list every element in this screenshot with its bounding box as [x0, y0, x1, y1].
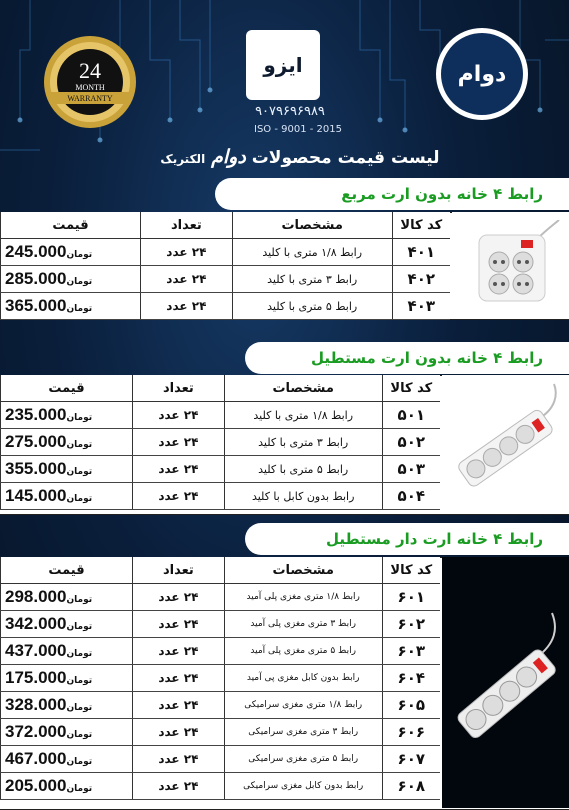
title-brand: دوام: [211, 146, 246, 168]
rectangular-power-strip-image: [446, 379, 566, 509]
price-unit: تومان: [66, 467, 93, 477]
section-title: رابط ۴ خانه ارت دار مستطیل: [245, 523, 569, 555]
product-code: ۴۰۳: [392, 293, 450, 320]
table-row: [1, 773, 441, 800]
product-price: [1, 402, 133, 429]
price-amount: 205.000: [5, 776, 67, 795]
warranty-label: WARRANTY: [67, 94, 113, 103]
warranty-month: MONTH: [75, 83, 105, 92]
product-spec: رابط بدون کابل مغزی سرامیکی: [224, 773, 382, 800]
price-unit: تومان: [66, 440, 93, 450]
price-unit: تومان: [66, 703, 93, 713]
square-power-strip-image: [461, 220, 561, 310]
product-price: [1, 692, 133, 719]
product-qty: ۲۴ عدد: [132, 719, 224, 746]
table-row: [1, 239, 451, 266]
product-qty: ۲۴ عدد: [132, 611, 224, 638]
brand-logo: [436, 28, 528, 120]
product-spec: رابط ۵ متری با کلید: [224, 456, 382, 483]
price-amount: 275.000: [5, 432, 67, 451]
table-row: [1, 638, 441, 665]
price-table: [0, 375, 440, 510]
warranty-number: 24: [79, 58, 101, 83]
product-qty: ۲۴ عدد: [132, 456, 224, 483]
product-spec: رابط ۵ متری مغزی سرامیکی: [224, 746, 382, 773]
product-spec: رابط ۱/۸ متری مغزی سرامیکی: [224, 692, 382, 719]
title-suffix: الکتریک: [160, 152, 206, 166]
price-unit: تومان: [66, 304, 93, 314]
price-unit: تومان: [66, 413, 93, 423]
product-code: ۵۰۳: [382, 456, 440, 483]
product-qty: ۲۴ عدد: [140, 293, 232, 320]
table-row: [1, 692, 441, 719]
table-row: [1, 293, 451, 320]
price-table: [0, 557, 440, 800]
column-header-price: قیمت: [1, 557, 133, 584]
product-price: [1, 483, 133, 510]
price-unit: تومان: [66, 494, 93, 504]
price-unit: تومان: [66, 676, 93, 686]
product-price: [1, 665, 133, 692]
product-qty: ۲۴ عدد: [132, 584, 224, 611]
price-amount: 372.000: [5, 722, 67, 741]
product-qty: ۲۴ عدد: [132, 638, 224, 665]
product-spec: رابط ۱/۸ متری مغزی پلی آمید: [224, 584, 382, 611]
brand-logo-text: دوام: [457, 61, 507, 87]
table-row: [1, 719, 441, 746]
price-unit: تومان: [66, 622, 93, 632]
iso-standard: ISO - 9001 - 2015: [254, 124, 342, 135]
price-amount: 342.000: [5, 614, 67, 633]
product-code: ۶۰۲: [382, 611, 440, 638]
table-row: [1, 402, 441, 429]
price-amount: 175.000: [5, 668, 67, 687]
column-header-code: کد کالا: [392, 212, 450, 239]
product-spec: رابط ۳ متری با کلید: [232, 266, 392, 293]
product-qty: ۲۴ عدد: [132, 692, 224, 719]
section-3: [0, 523, 569, 808]
product-code: ۶۰۶: [382, 719, 440, 746]
product-spec: رابط ۱/۸ متری با کلید: [232, 239, 392, 266]
product-qty: ۲۴ عدد: [132, 665, 224, 692]
price-unit: تومان: [66, 595, 93, 605]
iso-logo: [246, 30, 320, 100]
product-code: ۵۰۱: [382, 402, 440, 429]
price-amount: 285.000: [5, 269, 67, 288]
product-code: ۶۰۵: [382, 692, 440, 719]
table-row: [1, 746, 441, 773]
price-unit: تومان: [66, 277, 93, 287]
grounded-power-strip-image: [446, 603, 566, 763]
product-price: [1, 638, 133, 665]
column-header-code: کد کالا: [382, 557, 440, 584]
product-price: [1, 239, 141, 266]
product-image: [452, 212, 569, 318]
price-amount: 467.000: [5, 749, 67, 768]
product-image: [442, 375, 569, 513]
product-code: ۶۰۸: [382, 773, 440, 800]
column-header-spec: مشخصات: [232, 212, 392, 239]
price-amount: 145.000: [5, 486, 67, 505]
product-spec: رابط ۳ متری با کلید: [224, 429, 382, 456]
table-row: [1, 611, 441, 638]
product-code: ۵۰۲: [382, 429, 440, 456]
product-qty: ۲۴ عدد: [140, 239, 232, 266]
table-header-row: [1, 212, 451, 239]
header: [0, 0, 569, 180]
product-spec: رابط ۵ متری مغزی پلی آمید: [224, 638, 382, 665]
warranty-badge: [40, 32, 140, 132]
iso-logo-text: ایزو: [263, 53, 303, 77]
product-price: [1, 773, 133, 800]
product-price: [1, 293, 141, 320]
product-qty: ۲۴ عدد: [132, 402, 224, 429]
product-code: ۴۰۱: [392, 239, 450, 266]
product-code: ۴۰۲: [392, 266, 450, 293]
product-price: [1, 456, 133, 483]
product-price: [1, 746, 133, 773]
phone-number: ۹۰۷۹۶۹۶۹۸۹: [255, 104, 325, 119]
product-qty: ۲۴ عدد: [132, 483, 224, 510]
section-2: [0, 342, 569, 522]
section-title: رابط ۴ خانه بدون ارت مستطیل: [245, 342, 569, 374]
column-header-qty: تعداد: [140, 212, 232, 239]
table-row: [1, 429, 441, 456]
column-header-price: قیمت: [1, 375, 133, 402]
product-code: ۶۰۱: [382, 584, 440, 611]
table-header-row: [1, 557, 441, 584]
product-code: ۵۰۴: [382, 483, 440, 510]
table-row: [1, 665, 441, 692]
product-qty: ۲۴ عدد: [132, 773, 224, 800]
product-spec: رابط بدون کابل با کلید: [224, 483, 382, 510]
price-amount: 365.000: [5, 296, 67, 315]
table-header-row: [1, 375, 441, 402]
product-spec: رابط ۵ متری با کلید: [232, 293, 392, 320]
price-unit: تومان: [66, 649, 93, 659]
product-price: [1, 611, 133, 638]
column-header-spec: مشخصات: [224, 375, 382, 402]
table-row: [1, 584, 441, 611]
product-spec: رابط بدون کابل مغزی پی آمید: [224, 665, 382, 692]
price-unit: تومان: [66, 730, 93, 740]
product-price: [1, 719, 133, 746]
price-amount: 298.000: [5, 587, 67, 606]
price-amount: 245.000: [5, 242, 67, 261]
product-spec: رابط ۱/۸ متری با کلید: [224, 402, 382, 429]
price-unit: تومان: [66, 757, 93, 767]
price-unit: تومان: [66, 784, 93, 794]
product-spec: رابط ۳ متری مغزی سرامیکی: [224, 719, 382, 746]
product-price: [1, 429, 133, 456]
price-unit: تومان: [66, 250, 93, 260]
price-amount: 355.000: [5, 459, 67, 478]
section-1: [0, 178, 569, 338]
price-amount: 235.000: [5, 405, 67, 424]
column-header-price: قیمت: [1, 212, 141, 239]
price-amount: 328.000: [5, 695, 67, 714]
product-code: ۶۰۴: [382, 665, 440, 692]
product-code: ۶۰۷: [382, 746, 440, 773]
column-header-qty: تعداد: [132, 557, 224, 584]
column-header-spec: مشخصات: [224, 557, 382, 584]
section-title: رابط ۴ خانه بدون ارت مربع: [215, 178, 569, 210]
price-amount: 437.000: [5, 641, 67, 660]
product-spec: رابط ۳ متری مغزی پلی آمید: [224, 611, 382, 638]
page-title: [120, 146, 480, 168]
product-code: ۶۰۳: [382, 638, 440, 665]
product-price: [1, 584, 133, 611]
table-row: [1, 266, 451, 293]
brand-logo-inner: [441, 33, 523, 115]
product-price: [1, 266, 141, 293]
product-qty: ۲۴ عدد: [140, 266, 232, 293]
product-image: [442, 557, 569, 808]
title-prefix: لیست قیمت محصولات: [251, 148, 440, 168]
product-qty: ۲۴ عدد: [132, 746, 224, 773]
column-header-qty: تعداد: [132, 375, 224, 402]
price-table: [0, 212, 450, 320]
table-row: [1, 456, 441, 483]
table-row: [1, 483, 441, 510]
column-header-code: کد کالا: [382, 375, 440, 402]
product-qty: ۲۴ عدد: [132, 429, 224, 456]
